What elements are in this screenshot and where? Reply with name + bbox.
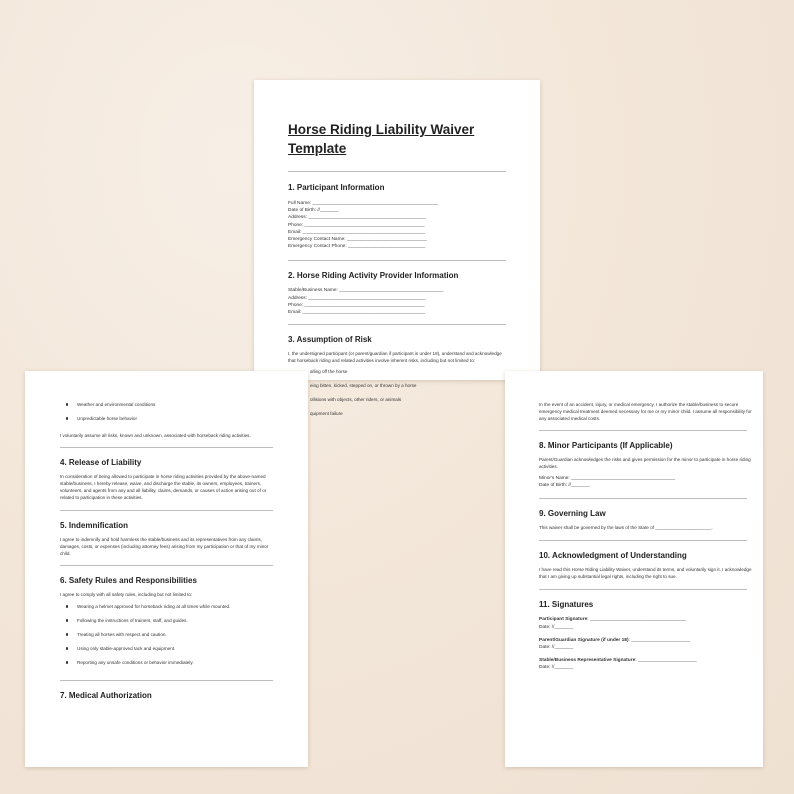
safety-rules-list: [60, 603, 273, 666]
guardian-signature-label: Parent/Guardian Signature (if under 18): [539, 637, 629, 643]
section-divider: [60, 565, 273, 566]
safety-rule-instructions: Following the instructions of trainers, staff, and guides.: [60, 617, 273, 624]
section-7-text: In the event of an accident, injury, or medical emergency, I authorize the stable/business to secure emergency medical treatment deemed necessary for me or my minor child. I assume all responsibility for any associated medical costs.: [539, 402, 752, 421]
section-8-text: Parent/Guardian acknowledges the risks and gives permission for the minor to participate in horse riding activities.: [539, 457, 751, 469]
participant-signature-label: Participant Signature: [539, 617, 588, 623]
section-divider: [539, 589, 747, 590]
field-emergency-phone: Emergency Contact Phone: _____________________________: [288, 244, 426, 250]
risk-list-partial: [288, 368, 506, 417]
guardian-signature-date: Date: //_______: [539, 645, 574, 651]
field-minor-name: Minor's Name: _______________________________________: [539, 476, 676, 481]
representative-signature-date: Date: //_______: [539, 665, 574, 671]
guardian-signature-blank: : ______________________: [628, 637, 690, 643]
minor-fields: [539, 475, 755, 489]
safety-rule-respect: Treating all horses with respect and caution.: [60, 631, 273, 638]
representative-signature-line: [539, 657, 755, 664]
section-divider: [60, 680, 273, 681]
waiver-page-2: [25, 371, 308, 767]
risk-item: quipment failure: [310, 411, 343, 417]
guardian-signature-line: [539, 637, 755, 644]
field-stable-name: Stable/Business Name: _______________________________________: [288, 288, 444, 294]
provider-fields: [288, 287, 506, 316]
section-10-text: I have read this Horse Riding Liability Waiver, understand its terms, and voluntarily sign it. I acknowledge that I am giving up substantial legal rights, including the right to sue.: [539, 567, 752, 580]
safety-rule-tack: Using only stable-approved tack and equipment.: [60, 645, 273, 652]
section-divider: [60, 447, 273, 448]
field-date-of-birth: Date of Birth: //_______: [288, 208, 339, 214]
field-phone: Phone: _____________________________________________: [288, 222, 425, 228]
section-5-text: I agree to indemnify and hold harmless the stable/business and its representatives from any claims, damages, costs, or expenses (including attorney fees) arising from my participation or that of my minor child.: [60, 537, 269, 556]
waiver-page-3: [505, 371, 763, 767]
signature-block: [539, 616, 755, 671]
risk-item: eing bitten, kicked, stepped on, or thrown by a horse: [310, 383, 417, 389]
section-3-text: I, the undersigned participant (or parent/guardian if participant is under 18), understand and acknowledge that horseback riding and related activities involve inherent risks, including but not limited to:: [288, 351, 502, 364]
section-divider: [288, 324, 506, 325]
field-emergency-name: Emergency Contact Name: ______________________________: [288, 237, 427, 243]
waiver-page-1: [254, 80, 540, 417]
section-4-text: In consideration of being allowed to participate in horse riding activities provided by the above-named stable/business, I hereby release, waive, and discharge the stable, its owners, employees, trainers, volunteers, and agents from any and all liability, claims, demands, or causes of action arising out of or related to participation in these activities.: [60, 474, 267, 500]
participant-signature-date: Date: //_______: [539, 624, 574, 630]
risk-closing-text: I voluntarily assume all risks, known and unknown, associated with horseback riding activities.: [60, 433, 251, 438]
section-4-heading: 4. Release of Liability: [60, 458, 142, 467]
field-full-name: Full Name: _______________________________________________: [288, 201, 438, 206]
section-9-heading: 9. Governing Law: [539, 509, 606, 519]
field-address: Address: ____________________________________________: [288, 215, 426, 221]
field-stable-phone: Phone: _____________________________________________: [288, 302, 425, 308]
risk-item-weather: Weather and environmental conditions: [60, 401, 273, 408]
field-stable-email: Email: ______________________________________________: [288, 310, 426, 316]
section-5-heading: 5. Indemnification: [60, 521, 129, 530]
section-6-intro: I agree to comply with all safety rules, including but not limited to:: [60, 592, 193, 597]
field-minor-dob: Date of Birth: //_______: [539, 483, 590, 489]
safety-rule-reporting: Reporting any unsafe conditions or behavior immediately.: [60, 659, 273, 666]
safety-rule-helmet: Wearing a helmet approved for horseback riding at all times while mounted.: [60, 603, 273, 610]
representative-signature-label: Stable/Business Representative Signature: [539, 658, 636, 664]
risk-item: alling off the horse: [310, 369, 348, 375]
section-1-heading: 1. Participant Information: [288, 183, 385, 192]
risk-item: ollisions with objects, other riders, or animals: [310, 397, 402, 403]
section-divider: [60, 510, 273, 511]
field-email: Email: ______________________________________________: [288, 229, 426, 235]
document-title-line2: Template: [288, 141, 347, 156]
section-divider: [539, 540, 747, 541]
section-11-heading: 11. Signatures: [539, 600, 594, 610]
risk-item-horse-behavior: Unpredictable horse behavior: [60, 415, 273, 422]
field-stable-address: Address: ____________________________________________: [288, 295, 426, 301]
section-divider: [539, 498, 747, 499]
participant-signature-blank: : ____________________________________: [587, 617, 686, 623]
section-divider: [288, 260, 506, 261]
representative-signature-blank: : ______________________: [635, 658, 697, 664]
section-divider: [288, 171, 506, 172]
section-8-heading: 8. Minor Participants (If Applicable): [539, 441, 673, 450]
document-title-line1: Horse Riding Liability Waiver: [288, 122, 475, 137]
section-divider: [539, 430, 747, 431]
section-2-heading: 2. Horse Riding Activity Provider Information: [288, 271, 459, 281]
section-3-heading: 3. Assumption of Risk: [288, 335, 372, 345]
section-10-heading: 10. Acknowledgment of Understanding: [539, 551, 687, 561]
section-6-heading: 6. Safety Rules and Responsibilities: [60, 576, 197, 585]
section-9-text: This waiver shall be governed by the laws of the State of ______________________.: [539, 525, 713, 531]
participant-fields: [288, 200, 506, 250]
section-7-heading: 7. Medical Authorization: [60, 691, 152, 700]
participant-signature-line: [539, 616, 755, 623]
